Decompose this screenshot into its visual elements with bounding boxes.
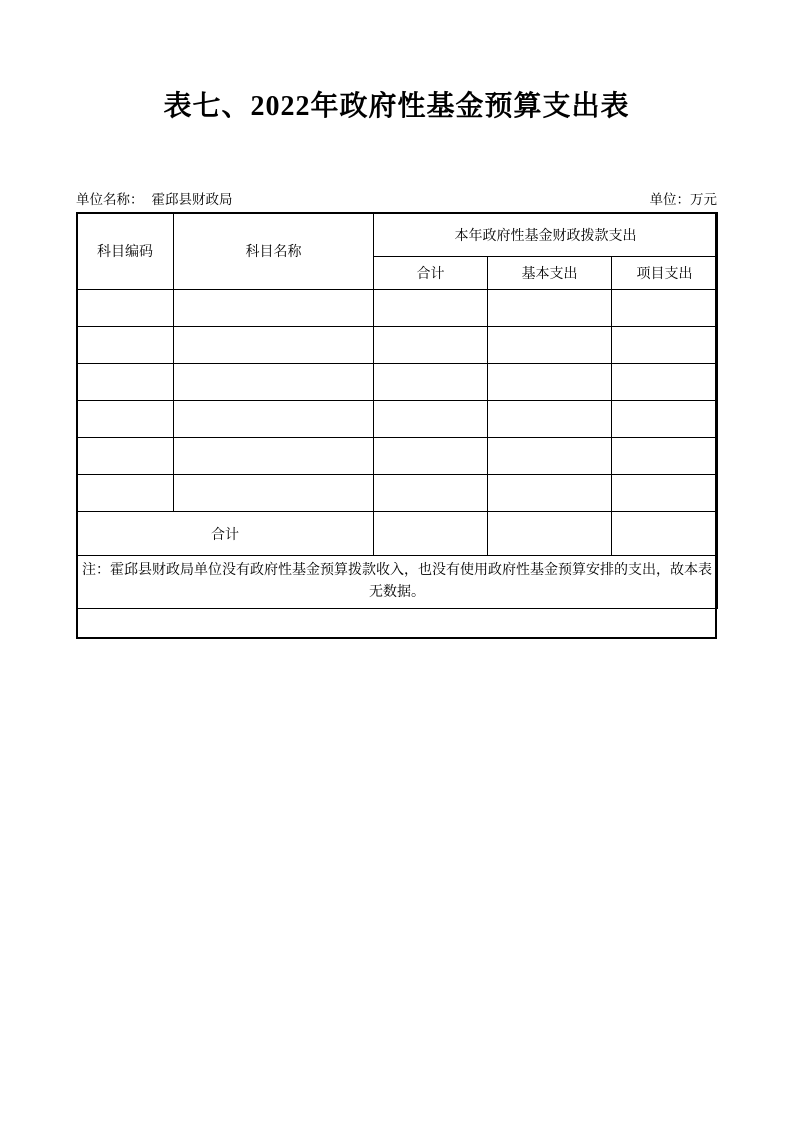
cell-total [374,475,488,512]
cell-project [612,290,718,327]
cell-basic [488,401,612,438]
cell-basic [488,290,612,327]
header-group-title: 本年政府性基金财政拨款支出 [374,213,718,257]
cell-name [174,475,374,512]
cell-code [77,327,174,364]
total-row-total [374,512,488,556]
table-row [77,401,718,438]
cell-code [77,475,174,512]
total-row-basic [488,512,612,556]
table-row [77,475,718,512]
table-note-row [77,556,718,609]
table-row [77,364,718,401]
cell-code [77,364,174,401]
cell-code [77,290,174,327]
cell-name [174,364,374,401]
header-project-expenditure: 项目支出 [612,257,718,290]
cell-project [612,438,718,475]
total-row-project [612,512,718,556]
header-total: 合计 [374,257,488,290]
unit-name-label: 单位名称： [76,192,144,207]
cell-basic [488,364,612,401]
budget-expenditure-table [76,212,718,609]
cell-total [374,438,488,475]
cell-code [77,438,174,475]
unit-name-value: 霍邱县财政局 [151,192,233,207]
cell-project [612,475,718,512]
cell-basic [488,438,612,475]
page-title: 表七、2022年政府性基金预算支出表 [163,91,630,122]
cell-project [612,364,718,401]
cell-project [612,327,718,364]
header-subject-name: 科目名称 [174,213,374,290]
cell-total [374,327,488,364]
cell-total [374,364,488,401]
cell-name [174,327,374,364]
cell-total [374,290,488,327]
cell-name [174,290,374,327]
table-total-row [77,512,718,556]
cell-project [612,401,718,438]
cell-basic [488,327,612,364]
header-subject-code: 科目编码 [77,213,174,290]
table-row [77,327,718,364]
table-meta-row [76,188,717,206]
cell-code [77,401,174,438]
unit-name [76,188,233,208]
table-row [77,290,718,327]
cell-basic [488,475,612,512]
table-header-row-1 [77,213,718,257]
table-note-text: 注：霍邱县财政局单位没有政府性基金预算拨款收入，也没有使用政府性基金预算安排的支出，故本表无数据。 [82,563,712,600]
cell-total [374,401,488,438]
table-note [77,556,718,609]
total-row-label: 合计 [77,512,374,556]
table-row [77,438,718,475]
cell-name [174,401,374,438]
cell-name [174,438,374,475]
header-basic-expenditure: 基本支出 [488,257,612,290]
amount-unit-label: 单位：万元 [649,192,717,207]
